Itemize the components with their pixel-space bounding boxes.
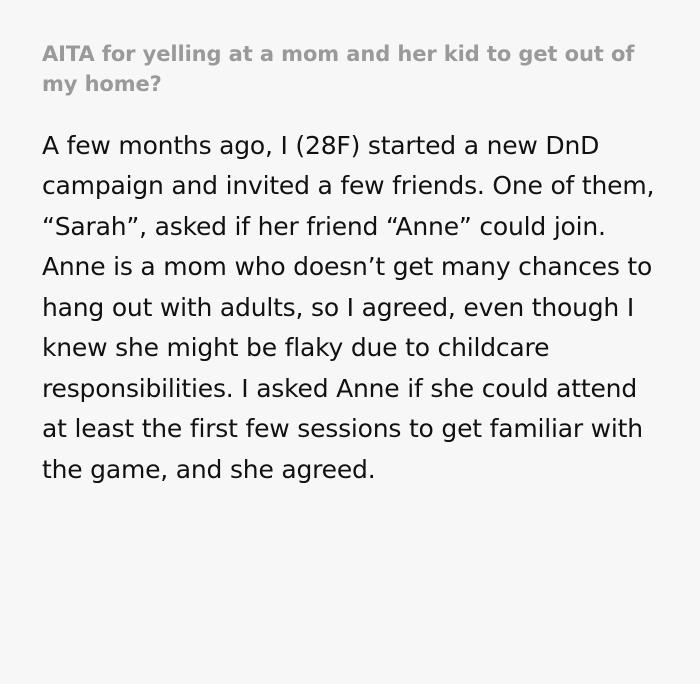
post-body-text: A few months ago, I (28F) started a new DnD campaign and invited a few friends. One of them, “Sarah”, asked if her friend “Anne” could join. Anne is a mom who doesn’t get many chances to hang out with adults, so I agreed, even though I knew she might be flaky due to childcare responsibilities. I asked Anne if she could attend at least the first few sessions to get familiar with the game, and she agreed. [42, 130, 662, 484]
page-title: AITA for yelling at a mom and her kid to get out of my home? [42, 42, 635, 96]
